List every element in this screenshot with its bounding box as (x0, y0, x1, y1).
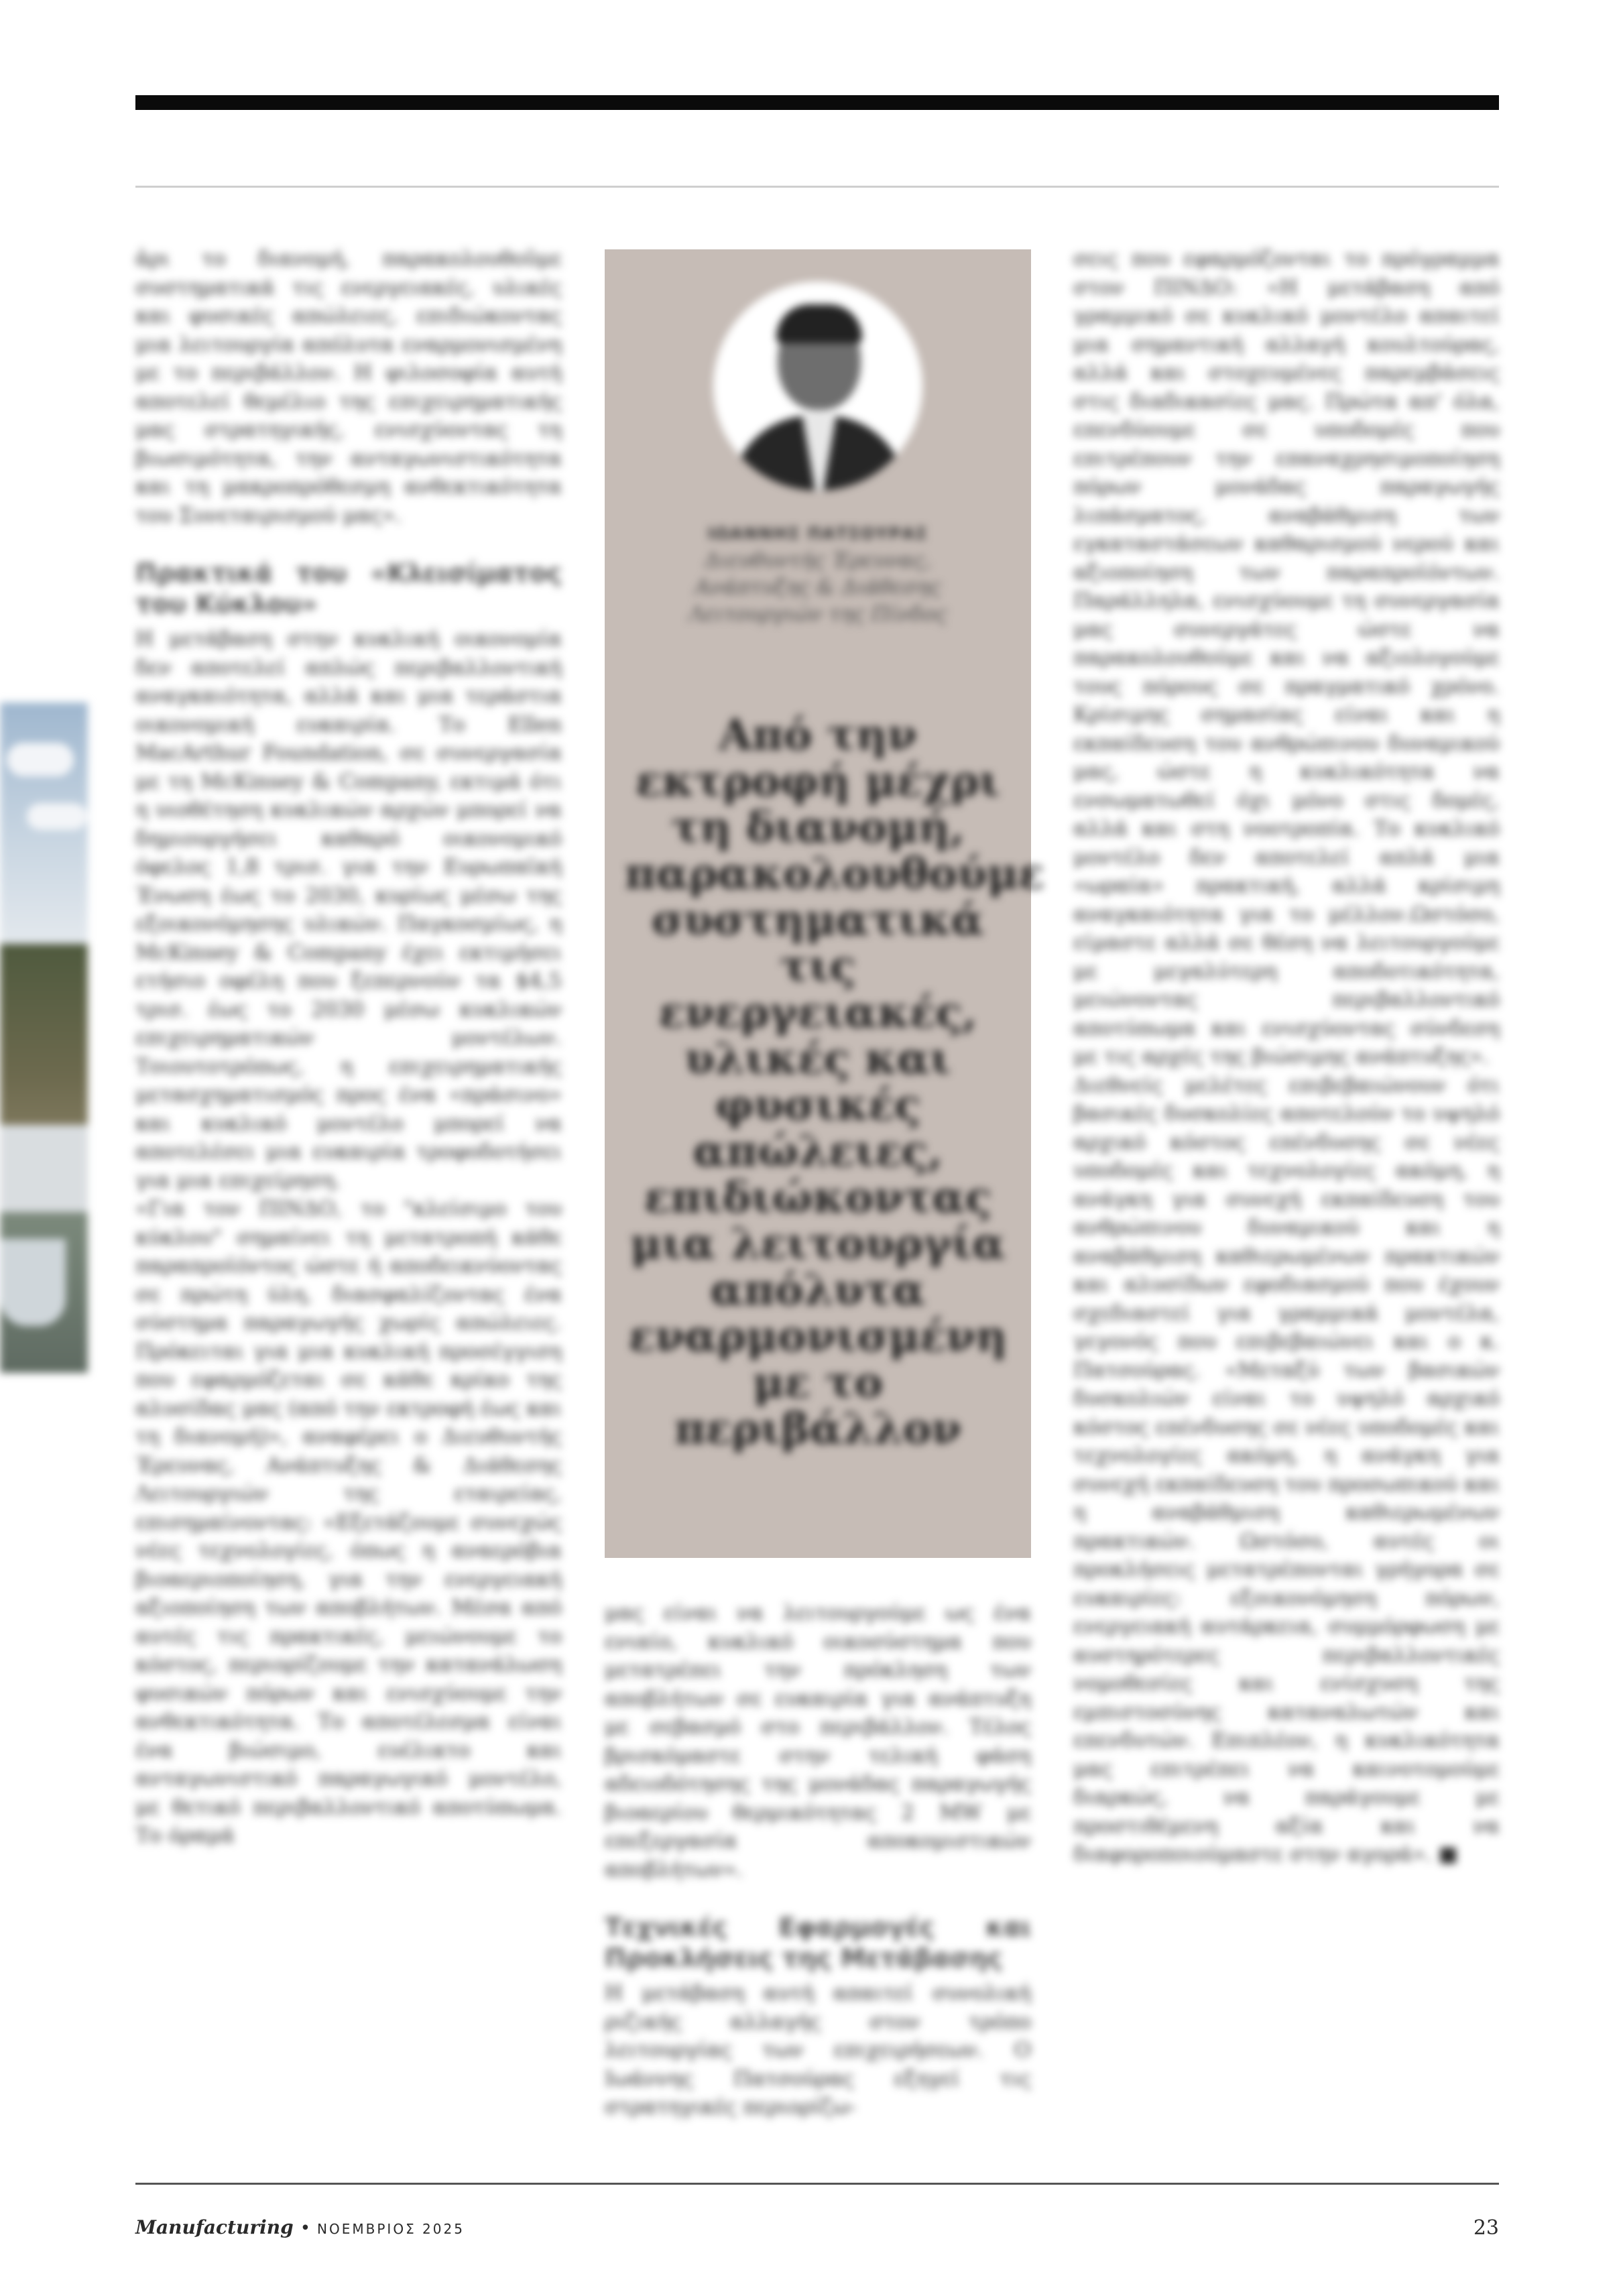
body-paragraph: μας είναι να λειτουργούμε ως ένα ενιαίο, κυκλικό οικοσύστημα που μετατρέπει την πρόκληση των αποβλήτων σε ευκαιρία για ανάπτυξη με σεβασμό στο περιβάλλον. Τέλος βρισκόμαστε στην τελική φάση αδειοδότησης της μονάδας παραγωγής βιοαερίου θερμικότητας 2 MW με επεξεργασία αποκομιστικών αποβλήτων». (605, 1601, 1031, 1882)
footer-divider (135, 2183, 1499, 2185)
photo-tank (0, 1239, 66, 1326)
body-paragraph: ἀρι το διανομή, παρακολουθοῦμε συστηματικά τις ενεργειακές, υλικές και φυσικές απώλειες, επιδιώκοντας μια λειτουργία απόλυτα εναρμονισμένη με το περιβάλλον. Η φιλοσοφία αυτή αποτελεί θεμέλιο της επιχειρηματικής μας στρατηγικής, ενισχύοντας τη βιωσιμότητα, την ανταγωνιστικότητα και τη μακροπρόθεσμη ανθεκτικότητα του Συνεταιρισμού μας». (135, 247, 562, 528)
author-role-line: Λειτουργιών της Πίνδος (688, 602, 947, 626)
body-paragraph: σεις που εφαρμόζονται το πρόγραμμα στον ΠΙΝΔΟ: «Η μετάβαση από γραμμικό σε κυκλικό μοντέλο απαιτεί μια σημαντική αλλαγή κουλτούρας, αλλά και στοχευμένες παρεμβάσεις στις διαδικασίες μας. Πρώτα απ' όλα, επενδύουμε σε υποδομές που επιτρέπουν την επαναχρησιμοποίηση πόρων μονάδας παραγωγής λιπάσματος, αναβάθμιση των εγκαταστάσεων καθαρισμού νερού και αξιοποίηση των παραπροϊόντων. Παράλληλα, ενισχύουμε τη συνεργασία μας συνεργάτες ώστε να παρακολουθούμε και να αξιολογούμε τους πόρους σε πραγματικό χρόνο. Κρίσιμης σημασίας είναι και η εκπαίδευση του ανθρώπινου δυναμικού μας, ώστε η κυκλικότητα να ενσωματωθεί όχι μόνο στις δομές, αλλά και στη νοοτροπία. Το κυκλικό μοντέλο δεν αποτελεί απλά μια «ωραία» πρακτική, αλλά κρίσιμη αναγκαιότητα για το μέλλον.Ωστόσο, είμαστε αλλά σε θέση να λειτουργούμε με μεγαλύτερη αποδοτικότητα, μειώνοντας περιβαλλοντικό αποτύπωμα και ενισχύοντας σύνδεση με τις αρχές της βιώσιμης ανάπτυξης». (1073, 247, 1500, 1069)
author-byline (605, 524, 1031, 627)
pull-quote: Από την εκτροφή μέχρι τη διανομή, παρακολουθούμε συστηματικά τις ενεργειακές, υλικές και φυσικές απώλειες, επιδιώκοντας μια λειτουργία απόλυτα εναρμονισμένη με το περιβάλλον (625, 710, 1045, 1454)
author-role-line: Διευθυντής Έρευνας, (705, 548, 931, 572)
portrait-hair (776, 304, 862, 343)
page-number: 23 (1473, 2216, 1499, 2240)
article-column-2 (605, 1599, 1031, 2122)
pullquote-sidebar (605, 249, 1045, 1558)
footer-separator: • (300, 2218, 311, 2238)
photo-cloud (7, 743, 74, 776)
author-name: ΙΩΑΝΝΗΣ ΠΑΤΣΟΥΡΑΣ (707, 524, 928, 543)
body-paragraph: Διεθνείς μελέτες επιβεβαιώνουν ότι βασικές δυσκολίες αποτελούν το υψηλό αρχικό κόστος επένδυσης σε νέες υποδομές και τεχνολογίες ακόμη, η ανάγκη για συνεχή εκπαίδευση του ανθρώπινου δυναμικού και η αναβάθμιση καθιερωμένων πρακτικών και αλυσίδων εφοδιασμού που έχουν σχεδιαστεί για γραμμικά μοντέλα, γεγονός που επιβεβαιώνει και ο κ. Πατσούρας. «Μεταξύ των βασικών δυσκολιών είναι το υψηλό αρχικό κόστος επένδυσης σε νέες υποδομές και τεχνολογίες ακόμη, η ανάγκη για συνεχή εκπαίδευση του προσωπικού και η αναβάθμιση καθιερωμένων πρακτικών. Ωστόσο, αυτές οι προκλήσεις μετατρέπονται γρήγορα σε ευκαιρίες: εξοικονόμηση πόρων, ενεργειακή αυτάρκεια, συμμόρφωση με αυστηρότερες περιβαλλοντικές νομοθεσίες και ενίσχυση της εμπιστοσύνης καταναλωτών και επενδυτών. Επιπλέον, η κυκλικότητα μας επιτρέπει να καινοτομούμε διαρκώς, να παράγουμε με προστιθέμενη αξία και να διαφοροποιούμαστε στην αγορά». ■ (1073, 1073, 1500, 1866)
section-subhead: Τεχνικές Εφαρμογές και Προκλήσεις της Μετάβασης (605, 1913, 1031, 1973)
factory-photo (0, 703, 88, 1373)
section-subhead: Πρακτικά του «Κλεισίματος του Κύκλου» (135, 558, 562, 619)
photo-building (0, 1125, 88, 1212)
author-role-line: Ανάπτυξης & Διάθεσης (695, 575, 941, 599)
header-divider (135, 186, 1499, 188)
body-paragraph: Η μετάβαση στην κυκλική οικονομία δεν αποτελεί απλώς περιβαλλοντική αναγκαιότητα, αλλά και μια τεράστια οικονομική ευκαιρία. Το Ellen MacArthur Foundation, σε συνεργασία με τη McKinsey & Company, εκτιμά ότι η υιοθέτηση κυκλικών αρχών μπορεί να δημιουργήσει καθαρό οικονομικό όφελος 1,8 τρισ. για την Ευρωπαϊκή Ένωση έως το 2030, κυρίως μέσω της εξοικονόμησης υλικών. Παγκοσμίως, η McKinsey & Company έχει εκτιμήσει ετήσιο οφέλη που ξεπερνούν τα $4,5 τρισ. έως το 2030 μέσω κυκλικών επιχειρηματικών μοντέλων. Τοιουτοτρόπως, η επιχειρηματικής μετασχηματισμός προς ένα «πράσινο» και κυκλικό μοντέλο μπορεί να αποτελέσει μια ευκαιρία τροφοδοτήσει για μια επιχείρηση. (135, 627, 562, 1193)
photo-sky (0, 703, 88, 957)
footer-credit (135, 2216, 465, 2238)
body-paragraph: Η μετάβαση αυτή απαιτεί συνολική ριζικής αλλαγής στον τρόπο λειτουργίας των επιχειρήσεων. Ο Ιωάννης Πατσούρας εξηγεί τις στρατηγικές περιορίζω- (605, 1981, 1031, 2119)
author-portrait (713, 282, 922, 491)
article-column-1 (135, 245, 562, 1850)
photo-cloud (27, 803, 87, 830)
magazine-name: Manufacturing (135, 2216, 294, 2238)
issue-date: ΝΟΕΜΒΡΙΟΣ 2025 (317, 2221, 465, 2237)
top-rule (135, 95, 1499, 110)
body-paragraph: «Για τον ΠΙΝΔΟ, το "κλείσιμο του κύκλου" σημαίνει τη μετατροπή κάθε παραπροϊόντος ώστε ή αποδεικνύοντας σε πρώτη ύλη, διασφαλίζοντας ένα σύστημα παραγωγής χωρίς απώλειες. Πρόκειται για μια κυκλική προσέγγιση που εφαρμόζεται σε κάθε κρίκο της αλυσίδας μας (από την εκτροφή έως και τη διανομή)», αναφέρει ο Διευθυντής Έρευνας, Ανάπτυξης & Διάθεσης Λειτουργιών της εταιρείας, επισημαίνοντας: «Εξετάζουμε συνεχώς νέες τεχνολογίες, όπως η αναερόβια βιοαεριοποίηση, για την ενεργειακή αξιοποίηση των αποβλήτων. Μέσα από αυτές τις πρακτικές, μειώνουμε το κόστος, περιορίζουμε την κατανάλωση φυσικών πόρων και ενισχύουμε την ανθεκτικότητα. Το αποτέλεσμα είναι ένα βιώσιμο, ευέλικτο και ανταγωνιστικό παραγωγικό μοντέλο, με θετικό περιβαλλοντικό αποτύπωμα. Το όραμά (135, 1197, 562, 1848)
article-column-3 (1073, 245, 1500, 1869)
